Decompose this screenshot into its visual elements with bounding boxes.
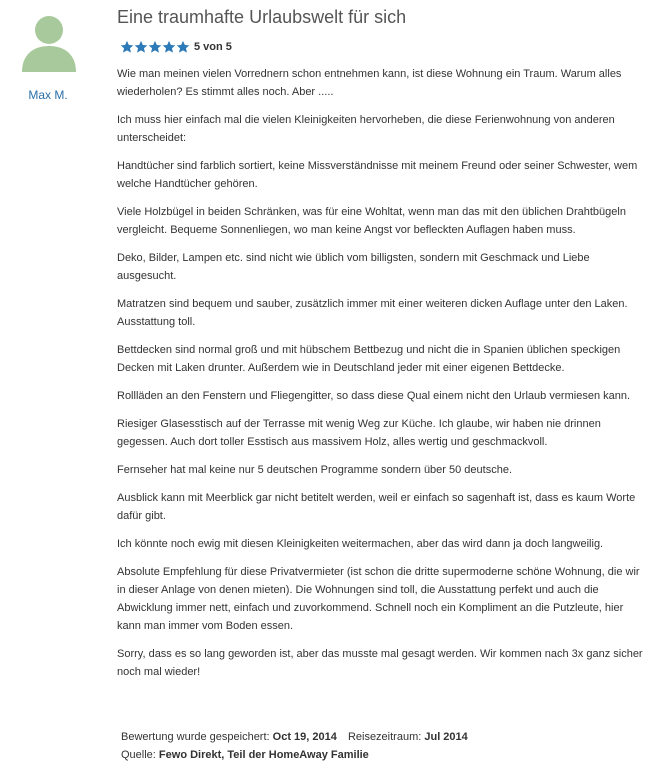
- review-paragraph: Rollläden an den Fenstern und Fliegengitter, so dass diese Qual einem nicht den Urlaub vermiesen kann.: [117, 390, 631, 402]
- travel-label: Reisezeitraum:: [347, 731, 422, 743]
- travel-period: Jul 2014: [424, 731, 468, 743]
- star-icon: [162, 40, 176, 54]
- user-silhouette-icon: [20, 10, 78, 72]
- review-meta: [121, 728, 468, 764]
- review-paragraph: Deko, Bilder, Lampen etc. sind nicht wie üblich vom billigsten, sondern mit Geschmack und Liebe ausgesucht.: [117, 252, 590, 282]
- star-icon: [120, 40, 134, 54]
- star-icon: [134, 40, 148, 54]
- rating-stars: [120, 40, 190, 54]
- star-icon: [176, 40, 190, 54]
- review-card: [117, 0, 649, 691]
- source-value: Fewo Direkt, Teil der HomeAway Familie: [158, 749, 369, 761]
- review-paragraph: Ausblick kann mit Meerblick gar nicht betitelt werden, weil er einfach so sagenhaft ist, dass es kaum Worte dafür gibt.: [117, 492, 636, 522]
- saved-date: Oct 19, 2014: [272, 731, 337, 743]
- review-paragraph: Absolute Empfehlung für diese Privatvermieter (ist schon die dritte supermoderne schöne Wohnung, die wir in dieser Anlage von denen mieten). Die Wohnungen sind toll, die Ausstattung perfekt und auch die Abwicklung immer nett, einfach und zuvorkommend. Schnell noch ein Kompliment an die Putzleute, hier kann man immer vom Boden essen.: [117, 566, 640, 632]
- meta-line-source: [121, 746, 468, 764]
- rating: [120, 36, 649, 58]
- star-icon: [148, 40, 162, 54]
- source-label: Quelle:: [121, 749, 156, 761]
- review-paragraph: Sorry, dass es so lang geworden ist, aber das musste mal gesagt werden. Wir kommen nach 3x ganz sicher noch mal wieder!: [117, 648, 643, 678]
- reviewer-name[interactable]: Max M.: [28, 88, 68, 102]
- review-paragraph: Matratzen sind bequem und sauber, zusätzlich immer mit einer weiteren dicken Auflage unter den Laken. Ausstattung toll.: [117, 298, 628, 328]
- rating-text: 5 von 5: [194, 41, 232, 53]
- review-paragraph: Viele Holzbügel in beiden Schränken, was für eine Wohltat, wenn man das mit den üblichen Drahtbügeln vergleicht. Bequeme Sonnenliegen, wo man keine Angst vor befleckten Auflagen haben muss.: [117, 206, 626, 236]
- review-title: Eine traumhafte Urlaubswelt für sich: [117, 7, 407, 27]
- review-paragraph: Riesiger Glasesstisch auf der Terrasse mit wenig Weg zur Küche. Ich glaube, wir haben nie drinnen gegessen. Auch dort toller Esstisch aus massivem Holz, alles wertig und geschmackvoll.: [117, 418, 601, 448]
- review-paragraph: Handtücher sind farblich sortiert, keine Missverständnisse mit meinem Freund oder seiner Schwester, wem welche Handtücher gehören.: [117, 160, 638, 190]
- review-paragraph: Fernseher hat mal keine nur 5 deutschen Programme sondern über 50 deutsche.: [117, 464, 513, 476]
- review-paragraph: Wie man meinen vielen Vorrednern schon entnehmen kann, ist diese Wohnung ein Traum. Warum alles wiederholen? Es stimmt alles noch. Aber .....: [117, 68, 622, 98]
- review-paragraph: Bettdecken sind normal groß und mit hübschem Bettbezug und nicht die in Spanien üblichen speckigen Decken mit Laken drunter. Außerdem wie in Deutschland jeder mit einer eigenen Bettdecke.: [117, 344, 621, 374]
- review-body: [117, 65, 649, 681]
- saved-label: Bewertung wurde gespeichert:: [121, 731, 270, 743]
- review-paragraph: Ich muss hier einfach mal die vielen Kleinigkeiten hervorheben, die diese Ferienwohnung von anderen unterscheidet:: [117, 114, 615, 144]
- review-paragraph: Ich könnte noch ewig mit diesen Kleinigkeiten weitermachen, aber das wird dann ja doch langweilig.: [117, 538, 604, 550]
- meta-line-dates: [121, 728, 468, 746]
